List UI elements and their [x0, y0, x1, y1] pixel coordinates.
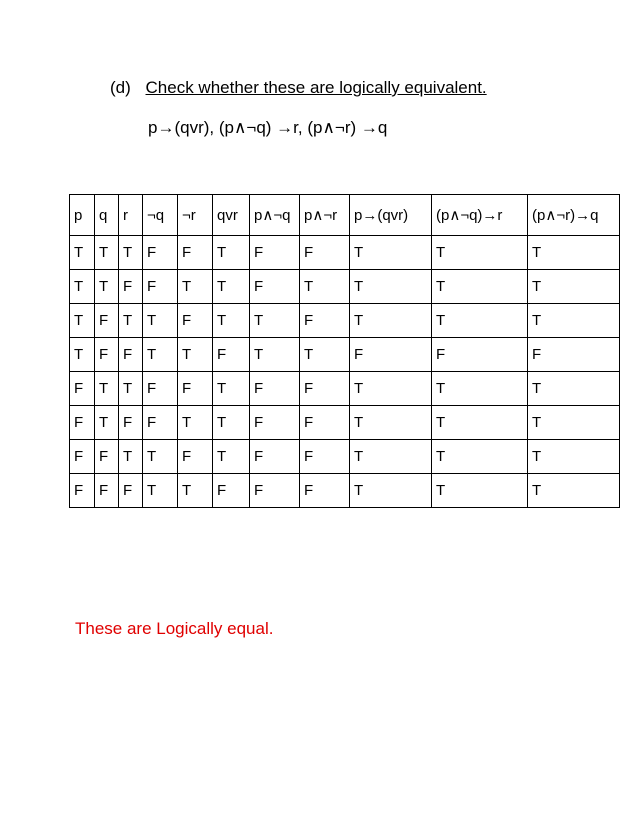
table-cell: T [143, 338, 178, 372]
table-cell: F [300, 406, 350, 440]
table-cell: T [432, 474, 528, 508]
table-cell: T [119, 236, 143, 270]
table-cell: T [95, 270, 119, 304]
table-cell: T [528, 372, 620, 406]
table-cell: T [143, 474, 178, 508]
table-cell: F [119, 270, 143, 304]
header-cell-expr-1: p→(qvr) [350, 195, 432, 236]
table-cell: F [300, 236, 350, 270]
table-cell: T [432, 304, 528, 338]
header-cell-p-and-not-q: p∧¬q [250, 195, 300, 236]
header-cell-p-and-not-r: p∧¬r [300, 195, 350, 236]
table-row [70, 440, 620, 474]
table-cell: F [213, 338, 250, 372]
truth-table [69, 194, 620, 508]
table-cell: F [95, 474, 119, 508]
table-cell: T [250, 304, 300, 338]
table-cell: F [178, 372, 213, 406]
table-cell: T [178, 338, 213, 372]
table-cell: T [432, 270, 528, 304]
header-cell-not-r: ¬r [178, 195, 213, 236]
table-cell: T [143, 304, 178, 338]
table-row [70, 406, 620, 440]
table-cell: F [70, 440, 95, 474]
question-title: Check whether these are logically equivalent. [145, 78, 487, 97]
table-cell: T [70, 338, 95, 372]
table-cell: T [300, 270, 350, 304]
table-cell: T [95, 236, 119, 270]
table-cell: F [143, 372, 178, 406]
table-cell: T [213, 304, 250, 338]
table-cell: F [119, 338, 143, 372]
table-cell: T [119, 304, 143, 338]
table-cell: T [350, 236, 432, 270]
header-cell-expr-2: (p∧¬q)→r [432, 195, 528, 236]
table-row [70, 270, 620, 304]
table-cell: F [95, 304, 119, 338]
table-cell: F [178, 304, 213, 338]
table-cell: T [95, 372, 119, 406]
table-row [70, 236, 620, 270]
table-cell: T [528, 270, 620, 304]
table-cell: T [350, 406, 432, 440]
table-cell: T [432, 372, 528, 406]
header-cell-expr-3: (p∧¬r)→q [528, 195, 620, 236]
table-cell: F [70, 474, 95, 508]
table-cell: T [119, 440, 143, 474]
table-cell: T [213, 236, 250, 270]
header-cell-not-q: ¬q [143, 195, 178, 236]
table-cell: F [95, 338, 119, 372]
table-cell: T [178, 270, 213, 304]
table-cell: T [300, 338, 350, 372]
table-cell: F [250, 406, 300, 440]
table-cell: F [250, 236, 300, 270]
table-cell: F [143, 236, 178, 270]
table-cell: F [143, 270, 178, 304]
table-cell: F [95, 440, 119, 474]
table-cell: F [70, 406, 95, 440]
table-cell: T [350, 440, 432, 474]
table-cell: F [178, 440, 213, 474]
table-cell: F [250, 440, 300, 474]
header-cell-r: r [119, 195, 143, 236]
table-cell: F [432, 338, 528, 372]
table-cell: F [300, 372, 350, 406]
table-row [70, 338, 620, 372]
expressions-line: p→(qvr), (p∧¬q) →r, (p∧¬r) →q [148, 118, 388, 137]
table-cell: F [178, 236, 213, 270]
table-cell: T [350, 304, 432, 338]
table-cell: T [432, 236, 528, 270]
table-cell: T [528, 304, 620, 338]
table-cell: F [300, 304, 350, 338]
table-cell: T [70, 304, 95, 338]
table-cell: F [300, 474, 350, 508]
table-cell: F [528, 338, 620, 372]
table-cell: T [432, 406, 528, 440]
table-cell: T [213, 372, 250, 406]
table-row [70, 474, 620, 508]
conclusion-text: These are Logically equal. [75, 619, 274, 638]
question-label: (d) [110, 78, 131, 97]
table-cell: F [213, 474, 250, 508]
table-cell: T [178, 474, 213, 508]
table-cell: F [250, 270, 300, 304]
table-cell: T [213, 440, 250, 474]
table-cell: T [119, 372, 143, 406]
table-cell: T [528, 440, 620, 474]
table-cell: T [95, 406, 119, 440]
table-cell: F [70, 372, 95, 406]
truth-table-body [70, 236, 620, 508]
table-cell: F [250, 372, 300, 406]
table-cell: T [432, 440, 528, 474]
table-cell: F [143, 406, 178, 440]
table-cell: F [119, 474, 143, 508]
table-cell: T [70, 270, 95, 304]
question-heading [110, 78, 487, 98]
table-cell: T [528, 236, 620, 270]
table-cell: F [300, 440, 350, 474]
table-cell: T [213, 406, 250, 440]
header-cell-q: q [95, 195, 119, 236]
header-cell-q-or-r: qvr [213, 195, 250, 236]
table-cell: F [250, 474, 300, 508]
table-row [70, 372, 620, 406]
header-cell-p: p [70, 195, 95, 236]
table-cell: T [528, 474, 620, 508]
table-cell: T [143, 440, 178, 474]
table-header-row [70, 195, 620, 236]
table-cell: T [250, 338, 300, 372]
table-row [70, 304, 620, 338]
table-cell: T [350, 270, 432, 304]
table-cell: T [350, 372, 432, 406]
table-cell: T [213, 270, 250, 304]
table-cell: T [178, 406, 213, 440]
table-cell: F [119, 406, 143, 440]
table-cell: F [350, 338, 432, 372]
table-cell: T [70, 236, 95, 270]
table-cell: T [350, 474, 432, 508]
table-cell: T [528, 406, 620, 440]
